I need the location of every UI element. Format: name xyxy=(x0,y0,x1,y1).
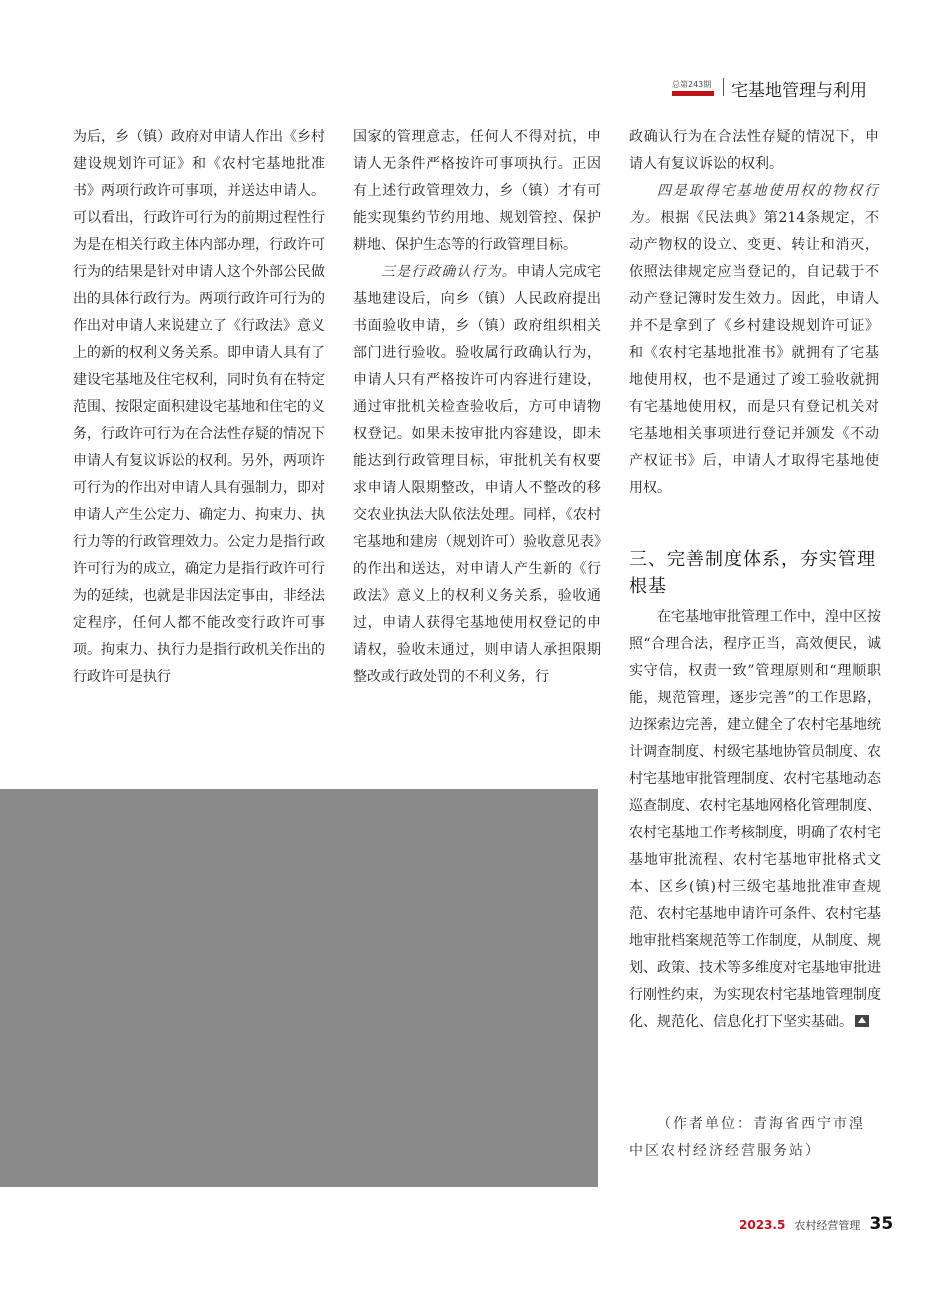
author-line-2: 中区农村经济经营服务站） xyxy=(629,1143,821,1159)
paragraph-lead: 三是行政确认行为。 xyxy=(381,264,517,280)
footer-magazine: 农村经营管理 xyxy=(794,1219,861,1232)
village-photo xyxy=(0,789,598,1187)
paragraph-lead: 四是取得宅基地使用权的物权行为。 xyxy=(629,183,879,226)
text-column-1 xyxy=(73,124,325,691)
page-footer xyxy=(739,1214,893,1234)
text-column-3 xyxy=(629,124,879,502)
end-of-article-icon xyxy=(855,1015,869,1027)
paragraph-body: 在宅基地审批管理工作中，湟中区按照“合理合法，程序正当，高效便民，诚实守信，权责一致”管理原则和“理顺职能，规范管理，逐步完善”的工作思路，边探索边完善，建立健全了农村宅基地统计调查制度、村级宅基地协管员制度、农村宅基地审批管理制度、农村宅基地动态巡查制度、农村宅基地网格化管理制度、农村宅基地工作考核制度，明确了农村宅基地审批流程、农村宅基地审批格式文本、区乡(镇)村三级宅基地批准审查规范、农村宅基地申请许可条件、农村宅基地审批档案规范等工作制度，从制度、规划、政策、技术等多维度对宅基地审批进行刚性约束，为实现农村宅基地管理制度化、规范化、信息化打下坚实基础。 xyxy=(629,609,881,1030)
paragraph xyxy=(629,604,881,1036)
page-number: 35 xyxy=(869,1214,894,1234)
author-line-1: （作者单位：青海省西宁市湟 xyxy=(657,1116,865,1132)
paragraph: 政确认行为在合法性存疑的情况下，申请人有复议诉讼的权利。 xyxy=(629,129,879,172)
issue-marker xyxy=(672,80,714,96)
paragraph-body: 申请人完成宅基地建设后，向乡（镇）人民政府提出书面验收申请，乡（镇）政府组织相关部门进行验收。验收属行政确认行为，申请人只有严格按许可内容进行建设，通过审批机关检查验收后，方可申请物权登记。如果未按审批内容建设，即未能达到行政管理目标，审批机关有权要求申请人限期整改，申请人不整改的移交农业执法大队依法处理。同样，《农村宅基地和建房（规划许可）验收意见表》的作出和送达，对申请人产生新的《行政法》意义上的权利义务关系，验收通过，申请人获得宅基地使用权登记的申请权，验收未通过，则申请人承担限期整改或行政处罚的不利义务，行 xyxy=(353,264,602,685)
section-title: 宅基地管理与利用 xyxy=(731,81,867,101)
issue-accent-bar xyxy=(672,91,714,96)
author-affiliation xyxy=(629,1111,881,1165)
footer-year-issue: 2023.5 xyxy=(739,1218,786,1232)
paragraph: 为后，乡（镇）政府对申请人作出《乡村建设规划许可证》和《农村宅基地批准书》两项行政许可事项，并送达申请人。可以看出，行政许可行为的前期过程性行为是在相关行政主体内部办理，行政许可行为的结果是针对申请人这个外部公民做出的具体行政行为。两项行政许可行为的作出对申请人来说建立了《行政法》意义上的新的权利义务关系。即申请人具有了建设宅基地及住宅权利，同时负有在特定范围、按限定面积建设宅基地和住宅的义务，行政许可行为在合法性存疑的情况下申请人有复议诉讼的权利。另外，两项许可行为的作出对申请人具有强制力，即对申请人产生公定力、确定力、拘束力、执行力等的行政管理效力。公定力是指行政许可行为的成立，确定力是指行政许可行为的延续，也就是非因法定事由，非经法定程序，任何人都不能改变行政许可事项。拘束力、执行力是指行政机关作出的行政许可是执行 xyxy=(73,129,325,685)
text-column-3-continued xyxy=(629,604,881,1036)
text-column-2 xyxy=(353,124,601,691)
section-heading: 三、完善制度体系，夯实管理根基 xyxy=(629,549,876,597)
paragraph-body: 根据《民法典》第214条规定，不动产物权的设立、变更、转让和消灭，依照法律规定应当登记的，自记载于不动产登记簿时发生效力。因此，申请人并不是拿到了《乡村建设规划许可证》和《农村宅基地批准书》就拥有了宅基地使用权，也不是通过了竣工验收就拥有宅基地使用权，而是只有登记机关对宅基地相关事项进行登记并颁发《不动产权证书》后，申请人才取得宅基地使用权。 xyxy=(629,210,880,496)
issue-number: 总第243期 xyxy=(672,80,712,89)
paragraph-with-lead xyxy=(353,259,601,691)
paragraph: 国家的管理意志，任何人不得对抗，申请人无条件严格按许可事项执行。正因有上述行政管理效力，乡（镇）才有可能实现集约节约用地、规划管控、保护耕地、保护生态等的行政管理目标。 xyxy=(353,129,601,253)
paragraph-with-lead xyxy=(629,178,879,502)
header-divider xyxy=(723,78,724,96)
